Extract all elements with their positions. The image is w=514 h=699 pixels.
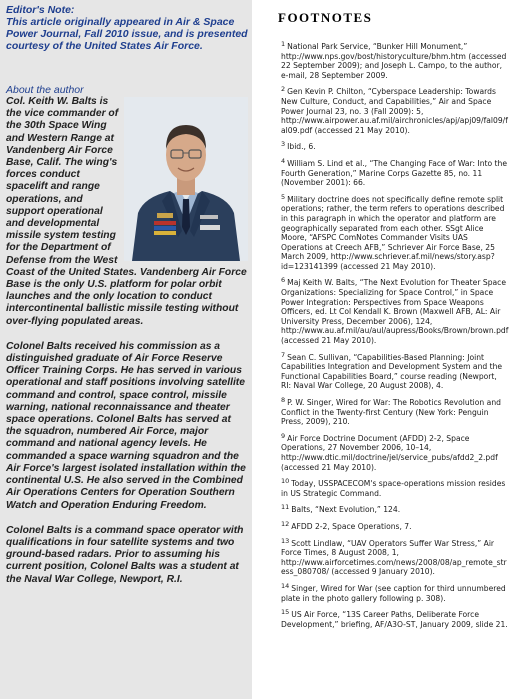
footnote-item [281,140,509,152]
footnote-text: National Park Service, “Bunker Hill Monument,” http://www.nps.gov/bost/historyculture/bhm.htm (accessed 22 September 2009); and Joseph L. Campo, to the author, e-mail, 28 September 2009. [281,42,507,80]
footnote-item [281,503,509,515]
footnote-item [281,351,509,391]
footnote-text: Today, USSPACECOM's space-operations mission resides in US Strategic Command. [281,479,506,498]
footnote-text: Sean C. Sullivan, “Capabilities-Based Planning: Joint Capabilities Integration and Development System and the Functional Capabilities Board,” course reading (Newport, RI: Naval War College, 20 August 2008), 4. [281,352,503,391]
footnote-number: 3 [281,140,286,149]
footnote-item [281,432,509,472]
footnotes-list [281,40,509,634]
editors-note-text-2: , Fall 2010 issue, and is presented courtesy of the United States Air Force. [6,28,248,52]
footnote-item [281,520,509,532]
footnote-text: Maj Keith W. Balts, “The Next Evolution for Theater Space Organizations: Specializing for Space Control,” in Space Power Integration: Perspectives from Space Weapons Officers, ed. Lt Col Kendall K. Brown (Maxwell AFB, AL: Air University Press, December 2006), 124, http://www.au.af.mil/au/aul/aupress/Books/Brown/brown.pdf (accessed 21 May 2010). [281,278,509,346]
footnote-text: Ibid., 6. [287,142,316,152]
footnote-text: Military doctrine does not specifically define remote split operations; rather, the term refers to operations described in this paragraph in which the operator and platform are geographically separated from each other. SSgt Alice Moore, “AFSPC ComNotes Commander Visits UAS Operations at Creech AFB,” Schriever Air Force Base, 25 March 2009, http://www.schriever.af.mil/news/story.asp?id=123141399 (accessed 21 May 2010). [281,194,505,271]
journal-link[interactable]: Air & Space Power Journal [6,16,235,40]
footnote-text: William S. Lind et al., “The Changing Face of War: Into the Fourth Generation,” Marine Corps Gazette 85, no. 11 (November 2001): 66. [281,158,508,188]
footnote-text: AFDD 2-2, Space Operations, 7. [291,521,412,531]
author-sidebar [0,0,252,699]
editors-note-text-1: This article originally appeared in [6,16,176,28]
footnote-number: 14 [281,581,290,590]
footnote-item [281,608,509,629]
footnote-item [281,193,509,272]
footnote-number: 5 [281,192,286,201]
footnote-number: 10 [281,477,290,486]
footnotes-heading: FOOTNOTES [278,10,373,25]
footnote-text: Scott Lindlaw, “UAV Operators Suffer War Stress,” Air Force Times, 8 August 2008, 1, http://www.airforcetimes.com/news/2008/08/ap_remote_stress_080708/ (accessed 9 January 2010). [281,538,507,577]
footnote-number: 1 [281,40,286,48]
footnote-number: 2 [281,85,286,94]
footnote-text: Gen Kevin P. Chilton, “Cyberspace Leadership: Towards New Culture, Conduct, and Capabilities,” Air and Space Power Journal 23, no. 3 (Fall 2009): 5, http://www.airpower.au.af.mil/airchronicles/apj/apj09/fal09/fal09.pdf (accessed 21 May 2010). [281,87,508,135]
about-author-title: About the author [6,84,84,96]
editors-note-body [6,16,249,52]
editors-note-title: Editor's Note: [6,4,75,16]
footnote-number: 12 [281,519,290,528]
footnote-number: 9 [281,431,286,440]
bio-paragraph: Col. Keith W. Balts is the vice commander of the 30th Space Wing and Western Range at Vandenberg Air Force Base, Calif. The wing's forces conduct spacelift and range operations, and support operational and developmental missile system testing for the Department of Defense from the West Coast of the United States. Vandenberg Air Force Base is the only U.S. platform for polar orbit launches and the only location to conduct intercontinental ballistic missile testing without over-flying populated areas. [6,96,247,327]
footnote-number: 13 [281,536,290,545]
officer-portrait-image [124,97,248,261]
author-bio [6,96,249,586]
footnote-number: 4 [281,156,286,165]
footnote-text: Singer, Wired for War (see caption for third unnumbered plate in the photo gallery following p. 308). [281,583,506,603]
footnote-number: 11 [281,503,290,512]
footnote-item [281,537,509,577]
footnote-item [281,396,509,427]
footnote-item [281,477,509,498]
author-photo [124,97,248,261]
footnote-item [281,85,509,135]
bio-paragraph: Colonel Balts received his commission as a distinguished graduate of Air Force Reserve Officer Training Corps. He has served in various operational and staff positions involving satellite command and control, space control, missile warning, national reconnaissance and theater space operations. Colonel Balts has served at the squadron, numbered Air Force, major command and national agency levels. He commanded a space warning squadron and the Air Force's largest isolated installation within the continental U.S. He also served in the Combined Air Operations Centers for Operation Southern Watch and Operation Enduring Freedom. [6,340,246,511]
footnote-number: 15 [281,608,290,617]
bio-paragraph: Colonel Balts is a command space operator with qualifications in four satellite systems and two ground-based radars. Prior to assuming his current position, Colonel Balts was a student at the Naval War College, Newport, R.I. [6,524,244,585]
footnote-text: US Air Force, “13S Career Paths, Deliberate Force Development,” briefing, AF/A3O-ST, January 2009, slide 21. [281,610,508,629]
footnote-text: Balts, “Next Evolution,” 124. [291,505,401,515]
footnote-number: 8 [281,396,286,404]
footnote-text: Air Force Doctrine Document (AFDD) 2-2, Space Operations, 27 November 2006, 10–14, http://www.dtic.mil/doctrine/jel/service_pubs/afdd2_2.pdf (accessed 21 May 2010). [281,433,498,472]
footnote-item [281,276,509,345]
footnote-text: P. W. Singer, Wired for War: The Robotics Revolution and Conflict in the Twenty-first Century (New York: Penguin Press, 2009), 210. [281,398,501,427]
footnote-item [281,582,509,603]
footnote-number: 6 [281,276,286,285]
footnote-number: 7 [281,350,286,359]
footnote-item [281,157,509,188]
footnote-item [281,40,509,80]
